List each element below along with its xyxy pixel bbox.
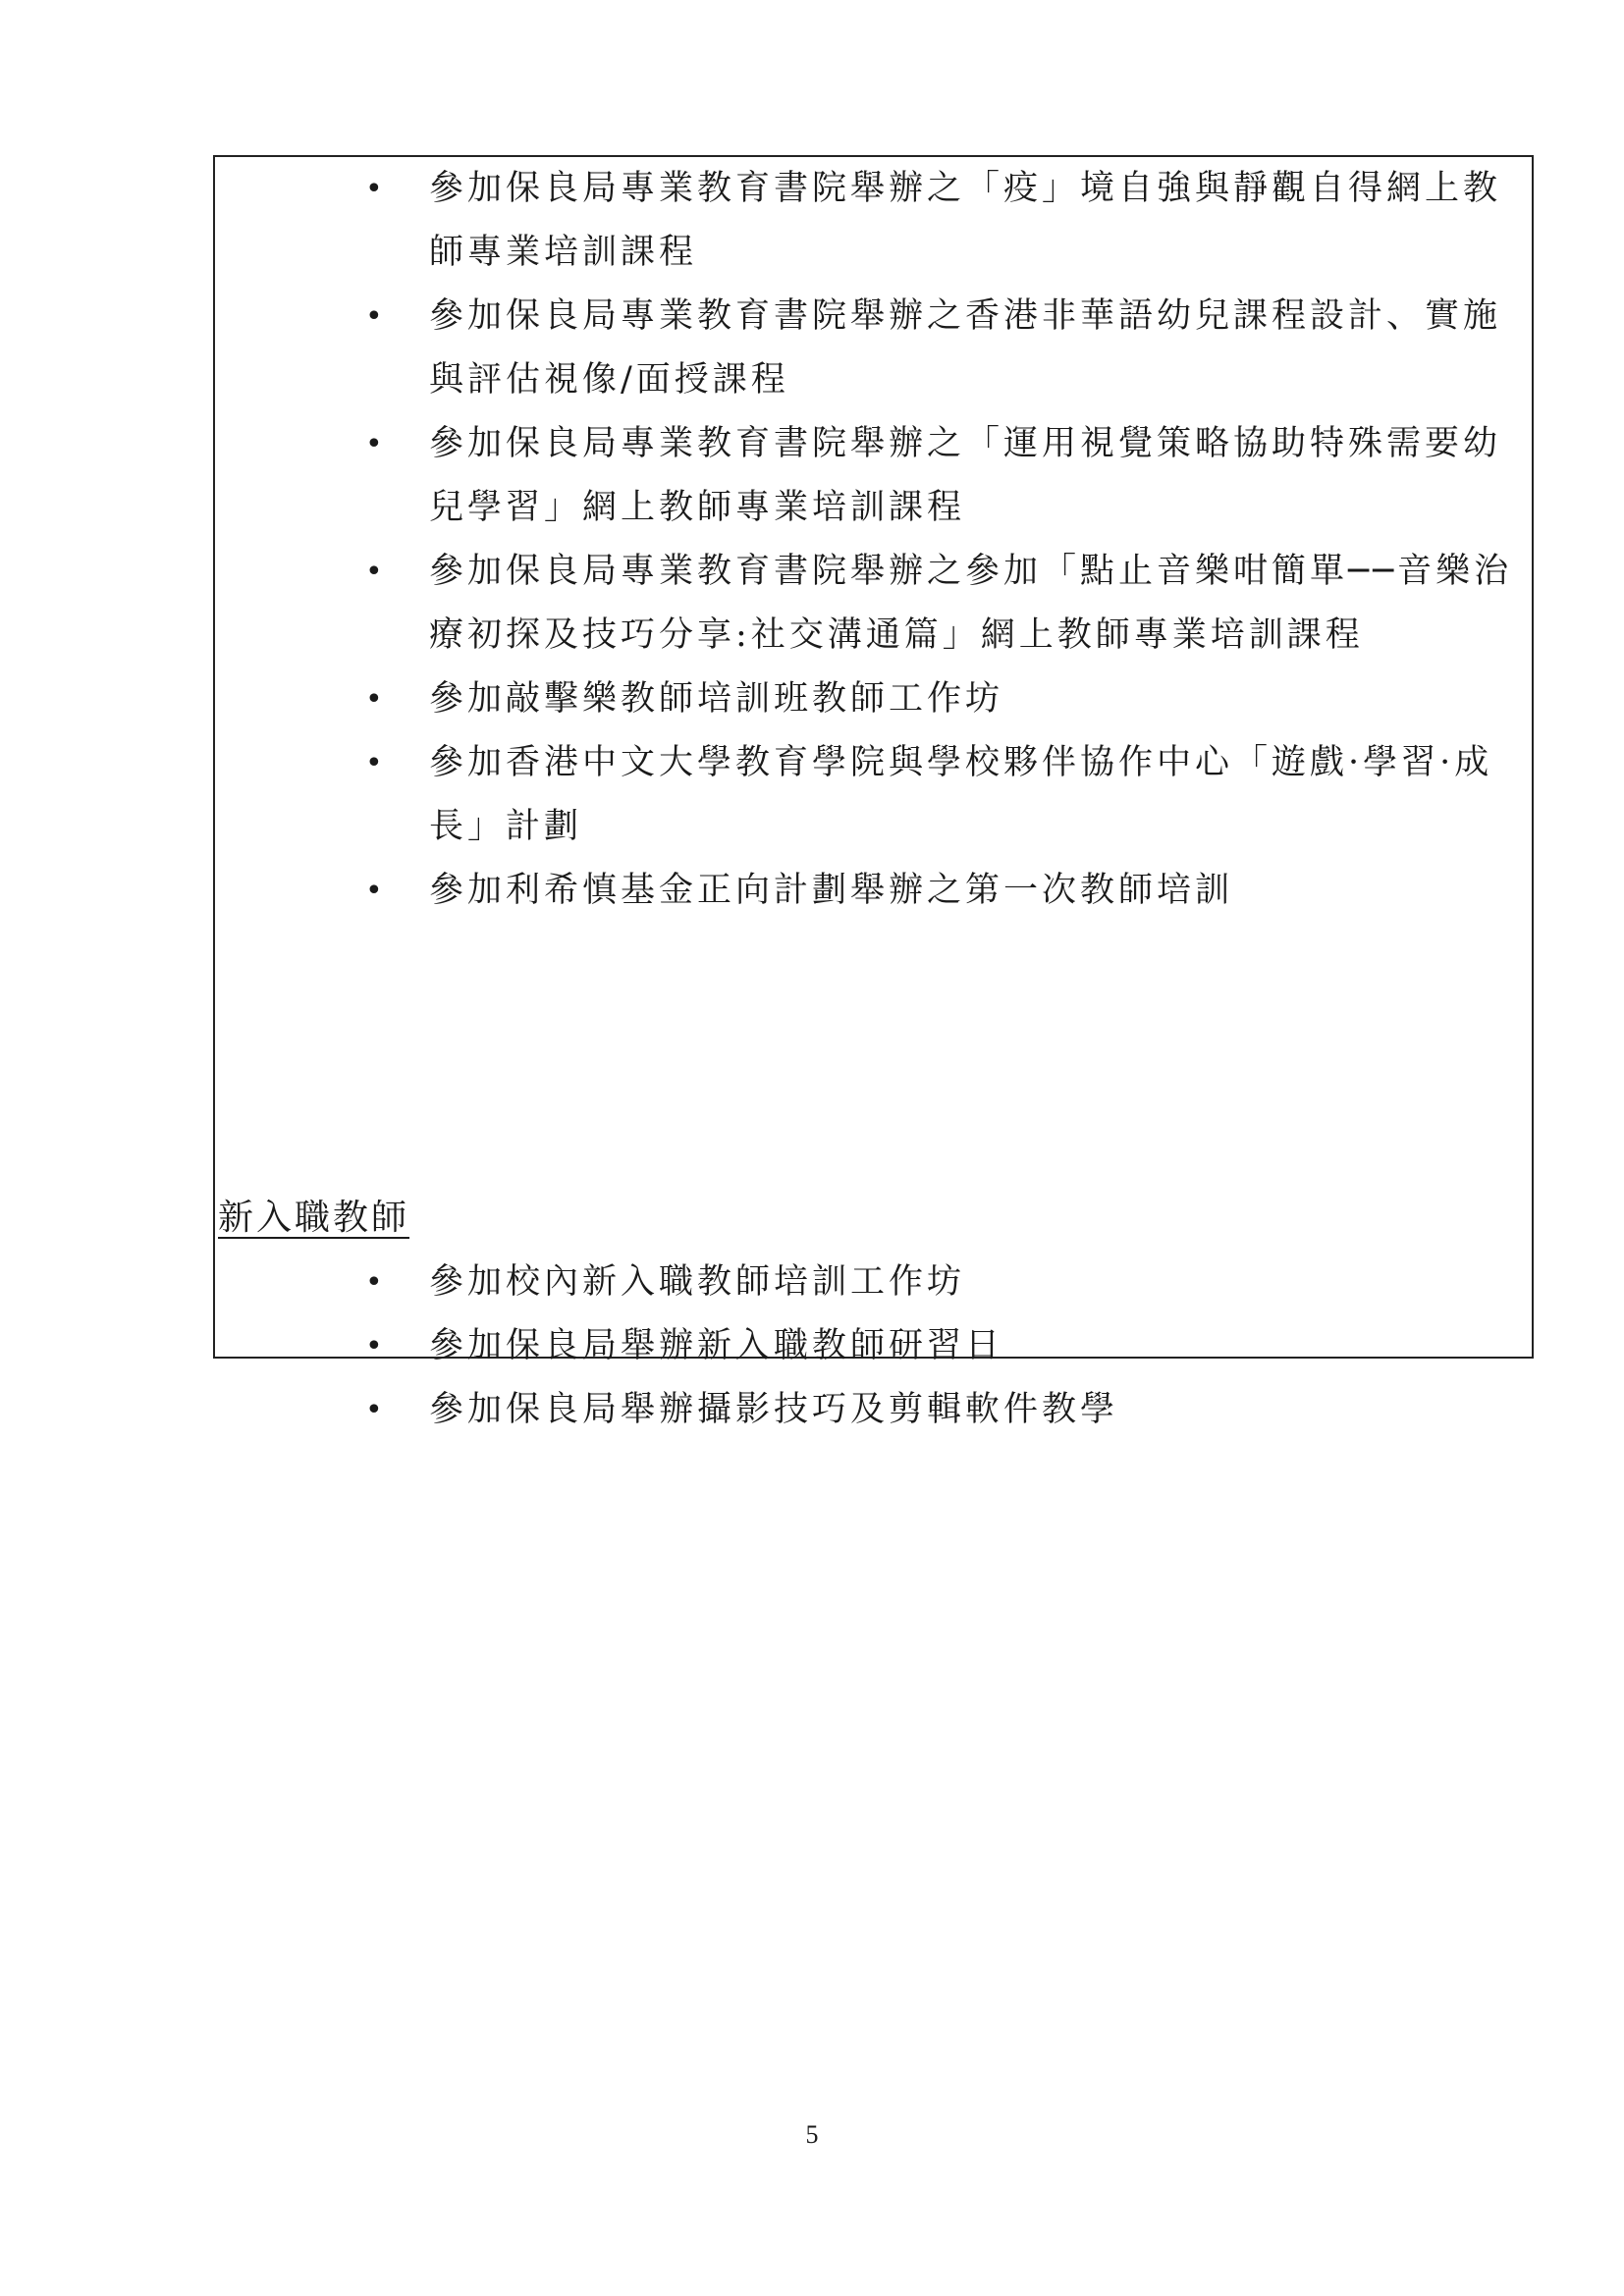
list-item <box>215 1251 1532 1314</box>
bullet-icon: • <box>365 1265 383 1300</box>
list-item <box>215 157 1532 285</box>
list-item <box>215 540 1532 667</box>
bullet-icon: • <box>365 874 383 908</box>
list-item <box>215 667 1532 731</box>
list-item-text: 參加校內新入職教師培訓工作坊 <box>429 1262 966 1302</box>
section-title-new-teachers: 新入職教師 <box>218 1198 410 1238</box>
list-item <box>215 1378 1532 1442</box>
list-item-text: 參加保良局舉辦攝影技巧及剪輯軟件教學 <box>429 1390 1119 1429</box>
list-item <box>215 859 1532 923</box>
list-item-text: 參加保良局專業教育書院舉辦之「運用視覺策略協助特殊需要幼兒學習」網上教師專業培訓課程 <box>429 424 1502 527</box>
content-box <box>213 155 1534 1429</box>
list-item <box>215 731 1532 859</box>
list-item-text: 參加保良局專業教育書院舉辦之「疫」境自強與靜觀自得網上教師專業培訓課程 <box>429 169 1502 272</box>
list-item-text: 參加保良局專業教育書院舉辦之香港非華語幼兒課程設計、實施與評估視像/面授課程 <box>429 296 1502 400</box>
page-number: 5 <box>805 2120 819 2149</box>
list-item-text: 參加保良局舉辦新入職教師研習日 <box>429 1326 1004 1365</box>
list-item-text: 參加保良局專業教育書院舉辦之參加「點止音樂咁簡單──音樂治療初探及技巧分享:社交溝通篇」網上教師專業培訓課程 <box>429 552 1513 655</box>
list-item <box>215 412 1532 540</box>
bullet-icon: • <box>365 555 383 589</box>
training-list <box>215 157 1532 923</box>
list-item-text: 參加利希慎基金正向計劃舉辦之第一次教師培訓 <box>429 871 1234 910</box>
bullet-icon: • <box>365 746 383 780</box>
new-teacher-list <box>215 1251 1532 1442</box>
list-item <box>215 285 1532 412</box>
list-item-text: 參加香港中文大學教育學院與學校夥伴協作中心「遊戲·學習·成長」計劃 <box>429 743 1493 846</box>
list-item-text: 參加敲擊樂教師培訓班教師工作坊 <box>429 679 1004 719</box>
bullet-icon: • <box>365 172 383 206</box>
bullet-icon: • <box>365 1329 383 1363</box>
list-item <box>215 1314 1532 1378</box>
bullet-icon: • <box>365 427 383 461</box>
bullet-icon: • <box>365 682 383 717</box>
bullet-icon: • <box>365 1393 383 1427</box>
bullet-icon: • <box>365 299 383 334</box>
